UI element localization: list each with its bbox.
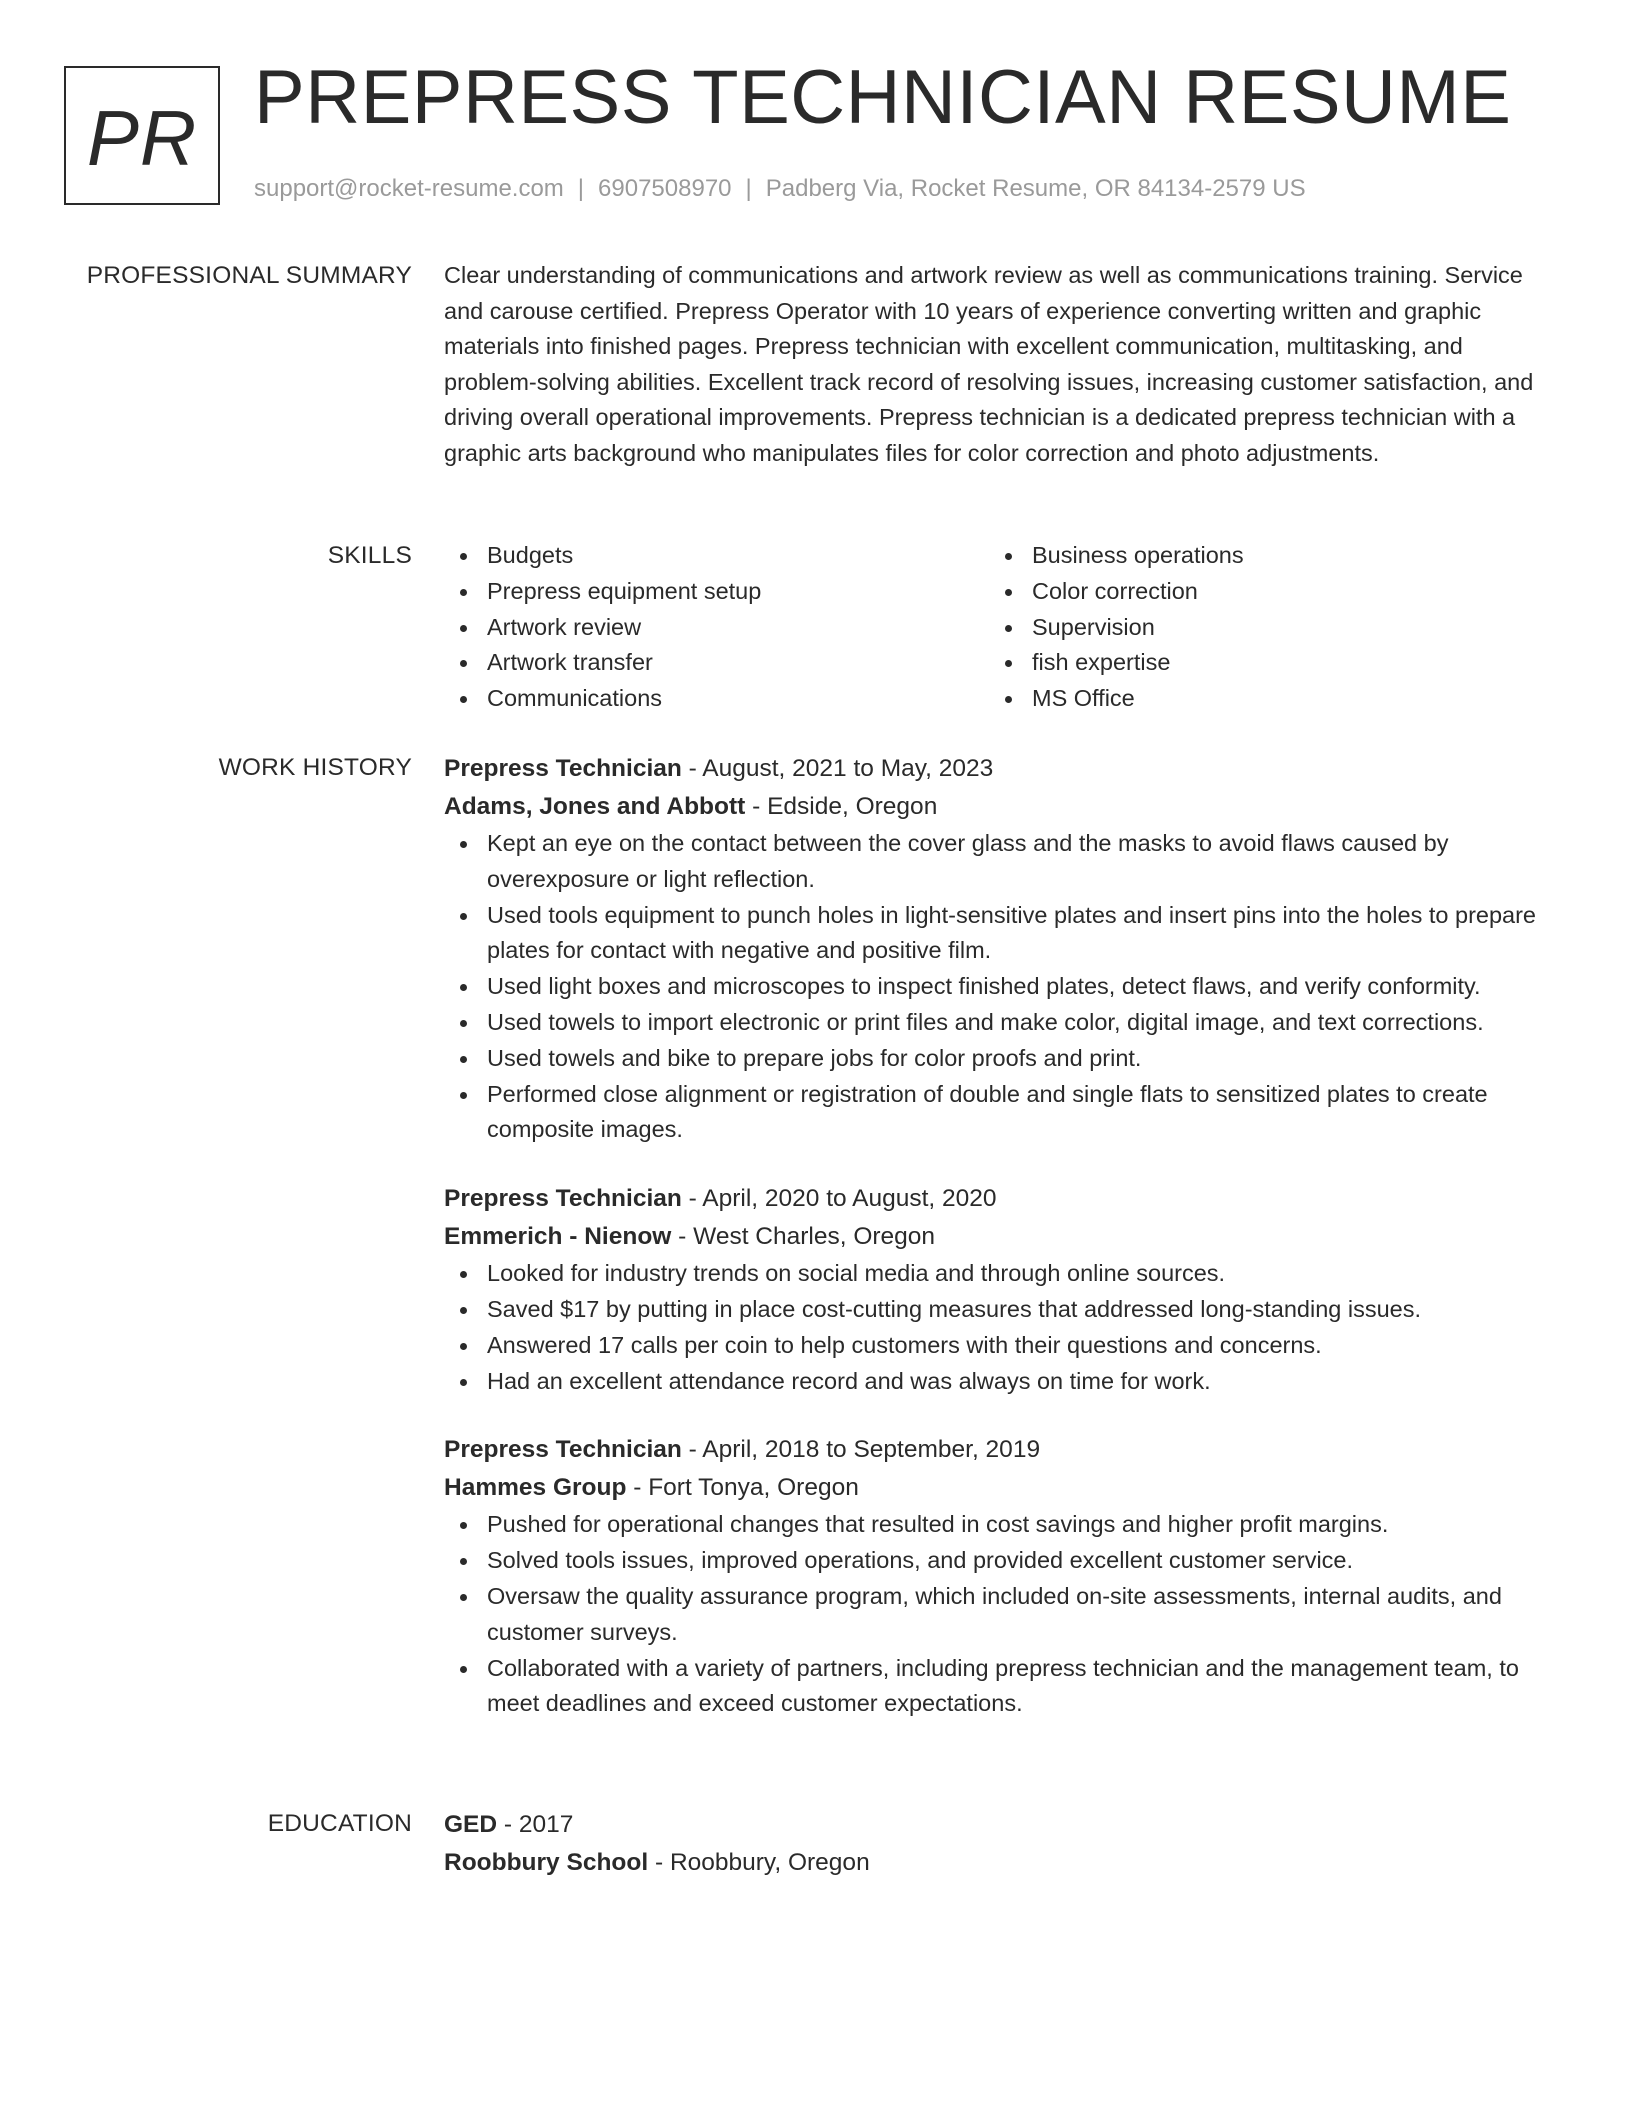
job-title: Prepress Technician <box>444 1185 682 1213</box>
job-title-line <box>444 1180 1554 1218</box>
education-year: - 2017 <box>497 1811 574 1838</box>
job-location: - West Charles, Oregon <box>671 1223 936 1251</box>
skill-item: fish expertise <box>989 645 1534 681</box>
job-bullets <box>444 1256 1554 1399</box>
summary-text: Clear understanding of communications and artwork review as well as communications training. Service and carouse certified. Prepress Operator with 10 years of experience converting written and graphic materials into finished pages. Prepress technician with excellent communication, multitasking, and problem-solving abilities. Excellent track record of resolving issues, increasing customer satisfaction, and driving overall operational improvements. Prepress technician is a dedicated prepress technician with a graphic arts background who manipulates files for color correction and photo adjustments. <box>444 262 1534 466</box>
monogram-initials: PR <box>86 93 198 182</box>
education-school: Roobbury School <box>444 1849 649 1876</box>
job-company-line <box>444 1218 1554 1256</box>
contact-phone: 6907508970 <box>598 175 732 202</box>
job-bullet: Saved $17 by putting in place cost-cutting measures that addressed long-standing issues. <box>444 1292 1554 1328</box>
job-bullet: Used tools equipment to punch holes in light-sensitive plates and insert pins into the holes to prepare plates for contact with negative and positive film. <box>444 898 1554 970</box>
education-body <box>444 1806 1554 1882</box>
skill-item: Prepress equipment setup <box>444 574 989 610</box>
job-bullet: Used light boxes and microscopes to inspect finished plates, detect flaws, and verify conformity. <box>444 969 1554 1005</box>
education-degree-line <box>444 1806 1554 1844</box>
section-label-work-history: WORK HISTORY <box>218 754 412 781</box>
job-title: Prepress Technician <box>444 755 682 782</box>
job-title-line <box>444 1431 1554 1469</box>
job-company: Adams, Jones and Abbott <box>444 793 746 820</box>
job-dates: - April, 2020 to August, 2020 <box>681 1185 997 1213</box>
skill-item: Color correction <box>989 574 1534 610</box>
job-entry <box>444 1180 1554 1399</box>
job-company-line <box>444 1469 1554 1507</box>
monogram-badge <box>64 66 220 205</box>
job-title-line <box>444 750 1554 788</box>
job-bullets <box>444 826 1554 1148</box>
job-dates: - April, 2018 to September, 2019 <box>681 1436 1041 1464</box>
skills-grid <box>444 538 1554 717</box>
job-bullet: Solved tools issues, improved operations, and provided excellent customer service. <box>444 1543 1554 1579</box>
skill-item: Supervision <box>989 610 1534 646</box>
work-history-body <box>444 750 1554 1722</box>
job-title: Prepress Technician <box>444 1436 682 1464</box>
job-company: Emmerich - Nienow <box>444 1223 672 1251</box>
education-degree: GED <box>444 1811 498 1838</box>
job-bullet: Used towels to import electronic or print files and make color, digital image, and text corrections. <box>444 1005 1554 1041</box>
contact-separator: | <box>745 175 752 202</box>
contact-address: Padberg Via, Rocket Resume, OR 84134-2579 US <box>765 175 1306 202</box>
section-label-summary: PROFESSIONAL SUMMARY <box>86 262 412 289</box>
education-location: - Roobbury, Oregon <box>648 1849 870 1876</box>
job-bullet: Pushed for operational changes that resulted in cost savings and higher profit margins. <box>444 1507 1554 1543</box>
section-label-education: EDUCATION <box>267 1810 412 1837</box>
job-company-line <box>444 788 1554 826</box>
skill-item: Artwork transfer <box>444 645 989 681</box>
skills-list-left <box>444 538 989 717</box>
skill-item: Communications <box>444 681 989 717</box>
job-entry <box>444 1431 1554 1722</box>
job-bullet: Had an excellent attendance record and was always on time for work. <box>444 1364 1554 1400</box>
job-bullet: Performed close alignment or registration of double and single flats to sensitized plates to create composite images. <box>444 1077 1554 1149</box>
job-location: - Edside, Oregon <box>745 793 938 820</box>
skill-item: Budgets <box>444 538 989 574</box>
job-entry <box>444 750 1554 1148</box>
contact-line <box>254 174 1306 204</box>
skills-list-right <box>989 538 1534 717</box>
education-school-line <box>444 1844 1554 1882</box>
skill-item: MS Office <box>989 681 1534 717</box>
job-company: Hammes Group <box>444 1474 627 1502</box>
contact-separator: | <box>577 175 585 202</box>
skill-item: Business operations <box>989 538 1534 574</box>
job-bullets <box>444 1507 1554 1722</box>
job-bullet: Looked for industry trends on social media and through online sources. <box>444 1256 1554 1292</box>
job-bullet: Used towels and bike to prepare jobs for color proofs and print. <box>444 1041 1554 1077</box>
job-bullet: Collaborated with a variety of partners, including prepress technician and the management team, to meet deadlines and exceed customer expectations. <box>444 1651 1554 1723</box>
resume-title: PREPRESS TECHNICIAN RESUME <box>254 55 1512 140</box>
job-dates: - August, 2021 to May, 2023 <box>681 755 994 782</box>
section-label-skills: SKILLS <box>327 542 412 569</box>
skill-item: Artwork review <box>444 610 989 646</box>
job-location: - Fort Tonya, Oregon <box>626 1474 859 1502</box>
job-bullet: Oversaw the quality assurance program, which included on-site assessments, internal audits, and customer surveys. <box>444 1579 1554 1651</box>
summary-body <box>444 258 1554 472</box>
contact-email: support@rocket-resume.com <box>254 175 564 202</box>
job-bullet: Kept an eye on the contact between the cover glass and the masks to avoid flaws caused by overexposure or light reflection. <box>444 826 1554 898</box>
job-bullet: Answered 17 calls per coin to help customers with their questions and concerns. <box>444 1328 1554 1364</box>
